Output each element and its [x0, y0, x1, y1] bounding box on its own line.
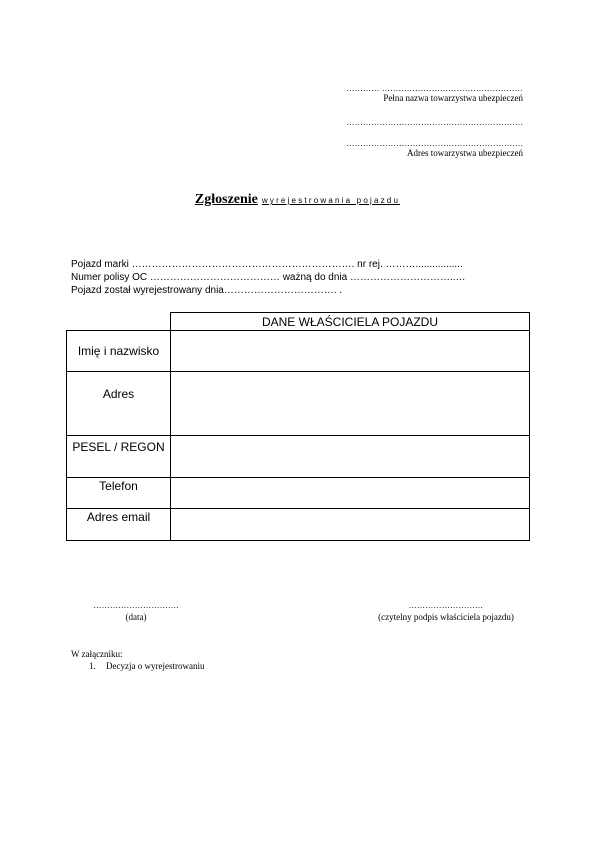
valid-until-label: ważną do dnia	[282, 272, 348, 283]
insurer-name-block	[346, 84, 523, 103]
owner-name-field[interactable]	[171, 331, 530, 372]
date-input[interactable]: ………………………….	[93, 601, 179, 610]
document-title	[0, 190, 595, 208]
deregistration-date-label: Pojazd został wyrejestrowany dnia	[71, 285, 224, 296]
attachment-text: Decyzja o wyrejestrowaniu	[106, 661, 205, 671]
list-item	[71, 660, 204, 672]
insurer-name-line[interactable]: ………… ……………………………………………	[346, 84, 523, 93]
table-row	[67, 372, 530, 436]
row-label-pesel: PESEL / REGON	[67, 436, 171, 478]
signature-input[interactable]: ………………………	[408, 601, 484, 610]
insurer-address-line-2[interactable]: ……………………………………………………….	[346, 139, 523, 148]
vehicle-make-input[interactable]: ………………………………………………………….	[128, 259, 358, 270]
row-label-name: Imię i nazwisko	[67, 331, 171, 372]
owner-pesel-field[interactable]	[171, 436, 530, 478]
vehicle-make-label: Pojazd marki	[71, 259, 129, 270]
registration-label: nr rej.	[357, 259, 383, 270]
owner-email-field[interactable]	[171, 509, 530, 541]
owner-address-field[interactable]	[171, 372, 530, 436]
insurer-address-caption: Adres towarzystwa ubezpieczeń	[407, 148, 523, 158]
attachment-number: 1.	[89, 661, 96, 671]
title-sub: wyrejestrowania pojazdu	[261, 196, 401, 205]
date-signature-block	[71, 601, 201, 622]
table-row	[67, 478, 530, 509]
signature-caption: (czytelny podpis właściciela pojazdu)	[378, 612, 514, 622]
vehicle-fields	[71, 258, 466, 297]
table-row	[67, 436, 530, 478]
owner-phone-field[interactable]	[171, 478, 530, 509]
registration-input[interactable]: ……….................	[382, 259, 463, 270]
attachments	[71, 648, 204, 672]
owner-signature-block	[366, 601, 526, 622]
vehicle-make-line	[71, 258, 466, 271]
policy-input[interactable]: …………………………………	[147, 272, 283, 283]
table-header-row	[67, 313, 530, 331]
insurer-name-caption: Pełna nazwa towarzystwa ubezpieczeń	[383, 93, 523, 103]
owner-data-table	[66, 312, 530, 541]
policy-label: Numer polisy OC	[71, 272, 148, 283]
table-header: DANE WŁAŚCICIELA POJAZDU	[171, 313, 530, 331]
deregistration-date-input[interactable]: ……………………………. .	[223, 285, 343, 296]
title-main: Zgłoszenie	[194, 192, 258, 207]
row-label-address: Adres	[67, 372, 171, 436]
row-label-email: Adres email	[67, 509, 171, 541]
insurer-address-line-1[interactable]: ……………………………………………………….	[346, 118, 523, 127]
insurer-address-block	[346, 118, 523, 158]
row-label-phone: Telefon	[67, 478, 171, 509]
deregistration-date-line	[71, 284, 466, 297]
attachments-heading: W załączniku:	[71, 649, 123, 659]
policy-line	[71, 271, 466, 284]
date-caption: (data)	[125, 612, 147, 622]
header-empty-cell	[67, 313, 171, 331]
table-row	[67, 331, 530, 372]
table-row	[67, 509, 530, 541]
valid-until-input[interactable]: …………………………..…	[347, 272, 466, 283]
